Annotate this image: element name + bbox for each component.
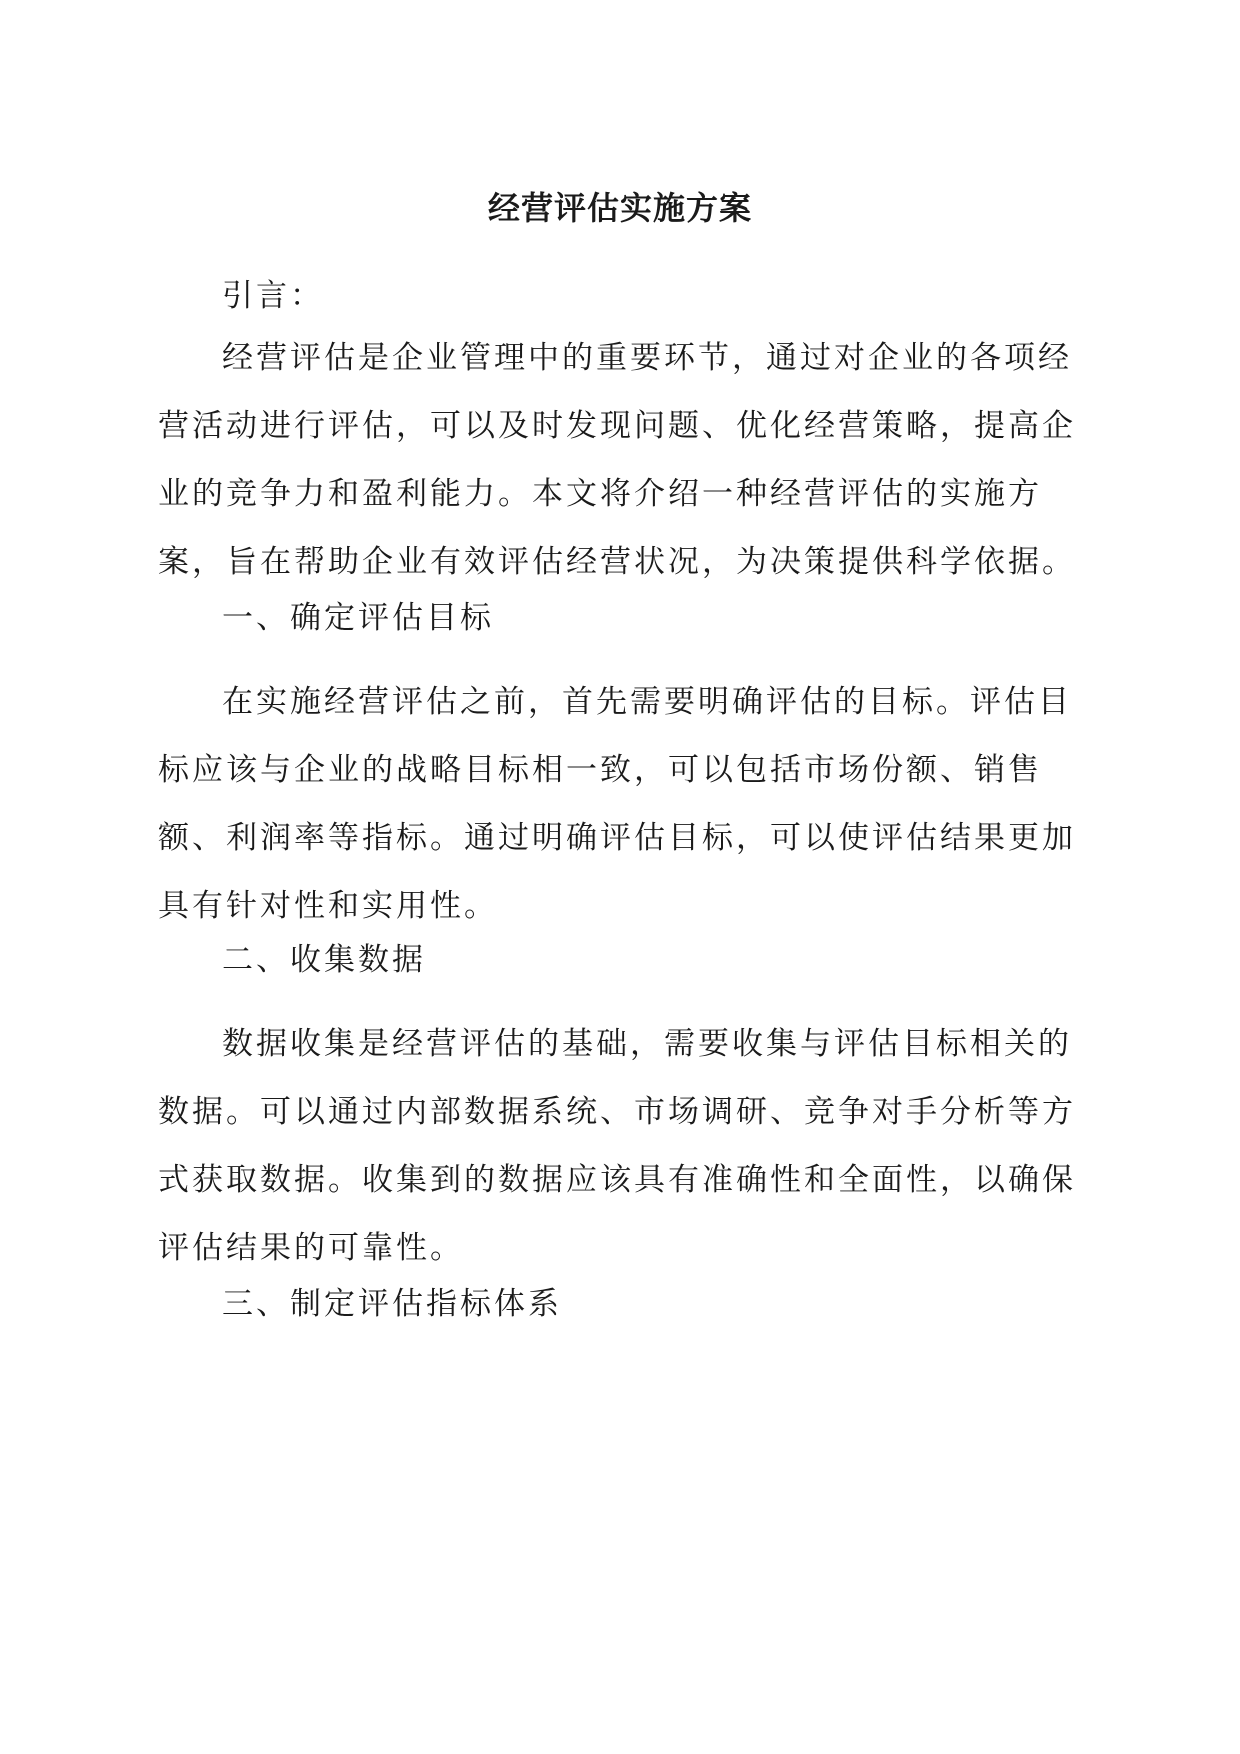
section-heading-1: 一、确定评估目标 xyxy=(222,600,494,636)
section-paragraph-2: 数据收集是经营评估的基础，需要收集与评估目标相关的数据。可以通过内部数据系统、市场调研、竞争对手分析等方式获取数据。收集到的数据应该具有准确性和全面性，以确保评估结果的可靠性。 xyxy=(158,1026,1076,1266)
intro-paragraph: 经营评估是企业管理中的重要环节，通过对企业的各项经营活动进行评估，可以及时发现问题、优化经营策略，提高企业的竞争力和盈利能力。本文将介绍一种经营评估的实施方案，旨在帮助企业有效评估经营状况，为决策提供科学依据。 xyxy=(158,340,1076,580)
section-heading-3: 三、制定评估指标体系 xyxy=(222,1286,562,1322)
intro-label: 引言： xyxy=(222,278,324,314)
section-heading-2: 二、收集数据 xyxy=(222,942,426,978)
document-title: 经营评估实施方案 xyxy=(487,189,752,227)
section-paragraph-1: 在实施经营评估之前，首先需要明确评估的目标。评估目标应该与企业的战略目标相一致，可以包括市场份额、销售额、利润率等指标。通过明确评估目标，可以使评估结果更加具有针对性和实用性。 xyxy=(158,684,1076,924)
